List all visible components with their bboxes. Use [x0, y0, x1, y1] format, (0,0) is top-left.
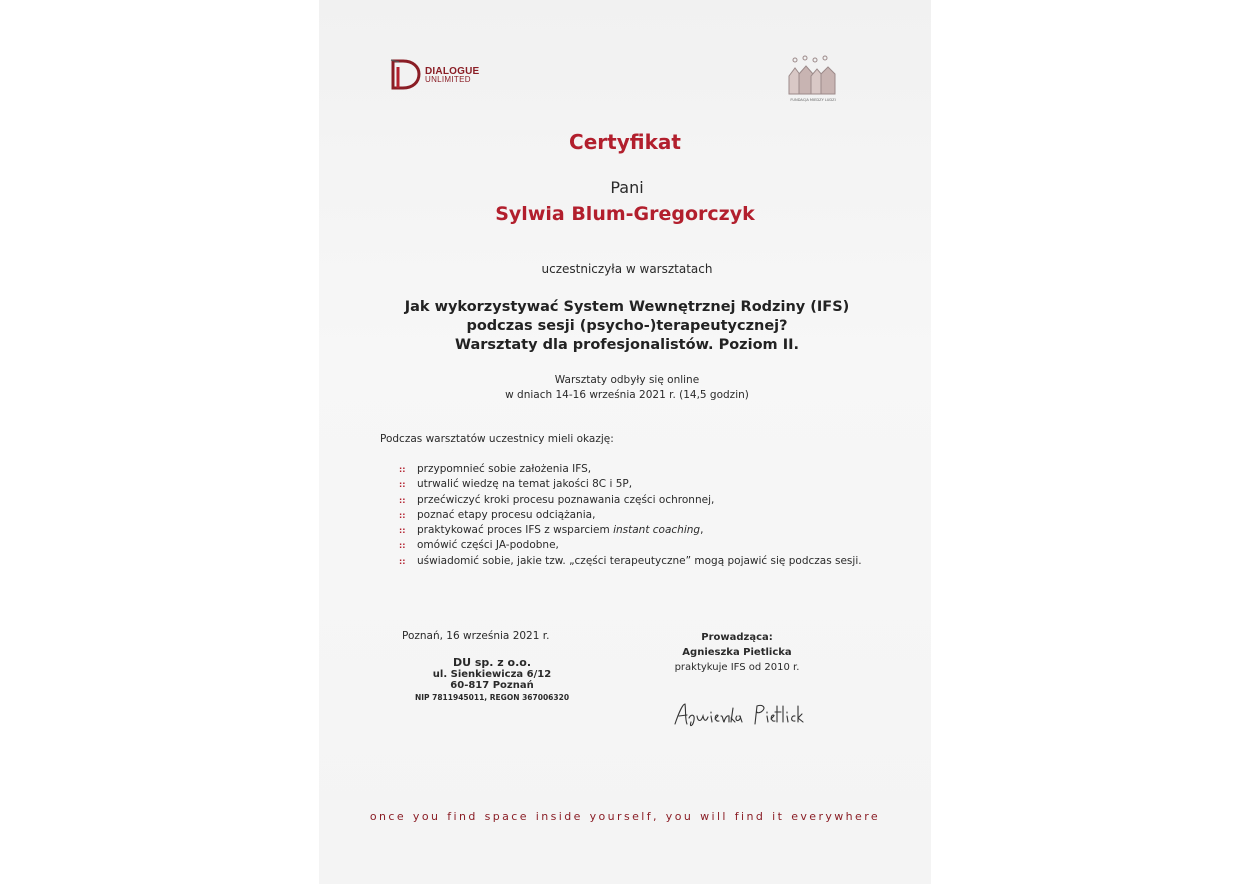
company-city: 60-817 Poznań [450, 680, 534, 691]
workshop-title [319, 298, 935, 355]
recipient-name: Sylwia Blum-Gregorczyk [495, 203, 755, 225]
foundation-logo-caption: FUNDACJA MIEDZY LUDZI [790, 98, 836, 102]
workshop-title-line: Warsztaty dla profesjonalistów. Poziom II. [454, 337, 800, 353]
list-item: :: uświadomić sobie, jakie tzw. „części terapeutyczne” mogą pojawić się podczas sesji. [399, 554, 862, 569]
bullet-icon: :: [399, 465, 406, 474]
salutation: Pani [610, 178, 644, 197]
motto: once you find space inside yourself, you will find it everywhere [369, 810, 881, 823]
leader-block [637, 630, 837, 675]
workshop-info [319, 373, 935, 403]
info-line: Warsztaty odbyły się online [554, 374, 700, 386]
handwritten-signature [671, 694, 807, 734]
bullet-icon: :: [399, 541, 406, 551]
list-item: :: przećwiczyć kroki procesu poznawania części ochronnej, [399, 493, 862, 508]
list-item: :: omówić części JA-podobne, [399, 538, 862, 553]
list-item: :: utrwalić wiedzę na temat jakości 8C i 5P, [399, 477, 862, 492]
info-line: w dniach 14-16 września 2021 r. (14,5 godzin) [505, 389, 749, 401]
list-item: :: praktykować proces IFS z wsparciem instant coaching, [399, 523, 862, 538]
list-item: :: przypomnieć sobie założenia IFS, [399, 462, 862, 477]
bullet-icon: :: [399, 526, 406, 536]
bullet-icon: :: [399, 495, 406, 505]
outcomes-intro: Podczas warsztatów uczestnicy mieli okazję: [380, 433, 614, 445]
company-details [377, 657, 607, 703]
certificate-page [319, 0, 931, 884]
list-item: :: poznać etapy procesu odciążania, [399, 508, 862, 523]
company-ids: NIP 7811945011, REGON 367006320 [414, 692, 570, 702]
du-logo-icon [389, 56, 425, 92]
logo-text-unlimited: UNLIMITED [425, 75, 471, 84]
workshop-title-line: Jak wykorzystywać System Wewnętrznej Rodziny (IFS) [404, 299, 850, 315]
bullet-icon: :: [399, 510, 406, 520]
houses-logo-icon [785, 54, 841, 104]
bullet-icon: :: [399, 480, 406, 490]
leader-note: praktykuje IFS od 2010 r. [674, 662, 800, 673]
dialogue-unlimited-logo [389, 56, 489, 92]
italic-term: instant coaching [613, 524, 701, 537]
place-date: Poznań, 16 września 2021 r. [402, 630, 550, 642]
workshop-title-line: podczas sesji (psycho-)terapeutycznej? [466, 318, 788, 334]
certificate-title: Certyfikat [569, 130, 681, 154]
bullet-icon: :: [399, 556, 406, 566]
participation-text: uczestniczyła w warsztatach [541, 262, 713, 276]
logo-text-dialogue: DIALOGUE [425, 66, 480, 77]
company-name: DU sp. z o.o. [452, 656, 532, 669]
leader-name: Agnieszka Pietlicka [682, 647, 792, 658]
signature [671, 694, 807, 734]
company-street: ul. Sienkiewicza 6/12 [432, 668, 552, 680]
outcomes-list [399, 462, 862, 569]
leader-label: Prowadząca: [701, 632, 773, 643]
foundation-logo [785, 54, 841, 104]
